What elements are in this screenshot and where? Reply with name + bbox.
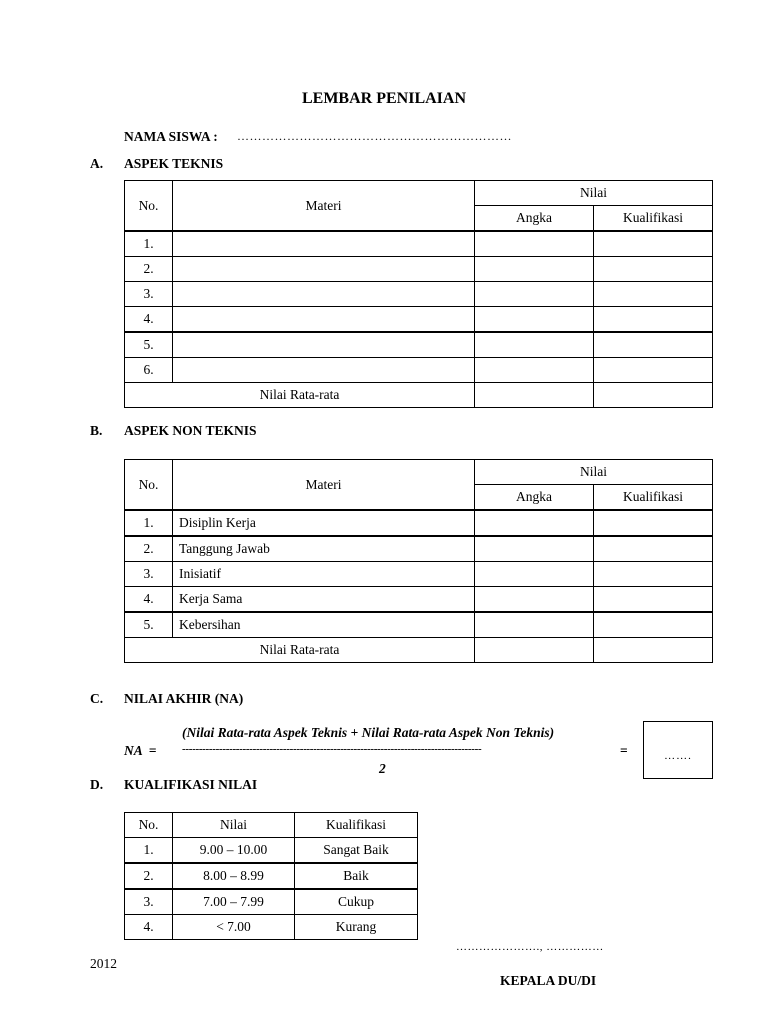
table-row [125,612,713,638]
final-score-box[interactable] [643,721,713,779]
row-qualification: Cukup [295,889,418,915]
average-label: Nilai Rata-rata [125,383,475,408]
row-angka[interactable] [475,332,594,358]
formula-lhs: NA = [124,743,157,758]
row-number: 4. [125,587,173,613]
header-nilai: Nilai [173,813,295,838]
table-row [125,257,713,282]
table-row [125,231,713,257]
row-number: 5. [125,332,173,358]
row-materi[interactable] [173,257,475,282]
row-range: < 7.00 [173,915,295,940]
table-row [125,587,713,613]
row-materi[interactable] [173,358,475,383]
row-number: 2. [125,536,173,562]
row-qualification: Sangat Baik [295,838,418,864]
header-angka: Angka [475,206,594,232]
row-angka[interactable] [475,358,594,383]
row-materi: Disiplin Kerja [173,510,475,536]
header-nilai: Nilai [475,460,713,485]
row-kualifikasi[interactable] [594,332,713,358]
page-title: LEMBAR PENILAIAN [301,90,466,107]
row-angka[interactable] [475,257,594,282]
header-materi: Materi [173,460,475,511]
average-angka[interactable] [475,383,594,408]
row-angka[interactable] [475,587,594,613]
row-materi: Kerja Sama [173,587,475,613]
row-number: 1. [125,510,173,536]
row-kualifikasi[interactable] [594,536,713,562]
row-materi: Tanggung Jawab [173,536,475,562]
row-number: 4. [125,307,173,333]
header-nilai: Nilai [475,181,713,206]
row-qualification: Kurang [295,915,418,940]
header-no: No. [125,460,173,511]
section-b-heading: ASPEK NON TEKNIS [124,423,257,438]
header-kualifikasi: Kualifikasi [594,206,713,232]
row-materi[interactable] [173,231,475,257]
row-number: 5. [125,612,173,638]
section-a-letter: A. [90,156,104,171]
table-row [125,358,713,383]
row-range: 8.00 – 8.99 [173,863,295,889]
row-range: 9.00 – 10.00 [173,838,295,864]
row-number: 1. [125,838,173,864]
table-row [125,562,713,587]
row-kualifikasi[interactable] [594,587,713,613]
row-angka[interactable] [475,612,594,638]
row-materi[interactable] [173,282,475,307]
header-no: No. [125,181,173,232]
row-materi: Inisiatif [173,562,475,587]
header-kualifikasi: Kualifikasi [594,485,713,511]
row-range: 7.00 – 7.99 [173,889,295,915]
formula-numerator: (Nilai Rata-rata Aspek Teknis + Nilai Rata-rata Aspek Non Teknis) [182,725,555,740]
header-no: No. [125,813,173,838]
table-row [125,510,713,536]
row-number: 2. [125,257,173,282]
section-c-letter: C. [90,691,104,706]
formula-fraction-line: ----------------------------------------------------------------------------------------- [182,743,482,755]
row-kualifikasi[interactable] [594,282,713,307]
section-b-letter: B. [90,423,103,438]
student-name-label: NAMA SISWA : [124,129,218,144]
section-d-heading: KUALIFIKASI NILAI [124,777,258,792]
row-materi: Kebersihan [173,612,475,638]
signatory-title: KEPALA DU/DI [500,973,597,988]
row-kualifikasi[interactable] [594,358,713,383]
row-kualifikasi[interactable] [594,612,713,638]
student-name-field[interactable]: ………………………………………………………… [237,129,512,143]
formula-denominator: 2 [379,761,386,776]
technical-aspect-table [124,180,713,408]
row-kualifikasi[interactable] [594,257,713,282]
table-row [125,863,418,889]
average-row [125,383,713,408]
row-angka[interactable] [475,282,594,307]
row-kualifikasi[interactable] [594,562,713,587]
row-materi[interactable] [173,332,475,358]
place-date-field[interactable]: …………………., …………… [456,941,604,953]
section-a-heading: ASPEK TEKNIS [124,156,224,171]
table-row [125,282,713,307]
section-d-letter: D. [90,777,104,792]
section-c-heading: NILAI AKHIR (NA) [124,691,244,706]
row-angka[interactable] [475,562,594,587]
average-kualifikasi[interactable] [594,383,713,408]
table-row [125,332,713,358]
row-qualification: Baik [295,863,418,889]
row-materi[interactable] [173,307,475,333]
table-row [125,838,418,864]
row-number: 2. [125,863,173,889]
grade-qualification-table [124,812,418,940]
non-technical-aspect-table [124,459,713,663]
table-row [125,915,418,940]
row-kualifikasi[interactable] [594,231,713,257]
row-number: 6. [125,358,173,383]
row-number: 3. [125,562,173,587]
row-number: 3. [125,889,173,915]
row-number: 4. [125,915,173,940]
row-kualifikasi[interactable] [594,510,713,536]
average-kualifikasi[interactable] [594,638,713,663]
row-kualifikasi[interactable] [594,307,713,333]
header-angka: Angka [475,485,594,511]
row-number: 1. [125,231,173,257]
row-angka[interactable] [475,231,594,257]
row-number: 3. [125,282,173,307]
table-row [125,536,713,562]
row-angka[interactable] [475,536,594,562]
final-score-placeholder: ……. [664,750,692,762]
year-text: 2012 [90,956,117,971]
average-label: Nilai Rata-rata [125,638,475,663]
header-kualifikasi: Kualifikasi [295,813,418,838]
table-row [125,307,713,333]
header-materi: Materi [173,181,475,232]
average-row [125,638,713,663]
row-angka[interactable] [475,510,594,536]
average-angka[interactable] [475,638,594,663]
row-angka[interactable] [475,307,594,333]
table-row [125,889,418,915]
formula-equals: = [620,743,628,758]
